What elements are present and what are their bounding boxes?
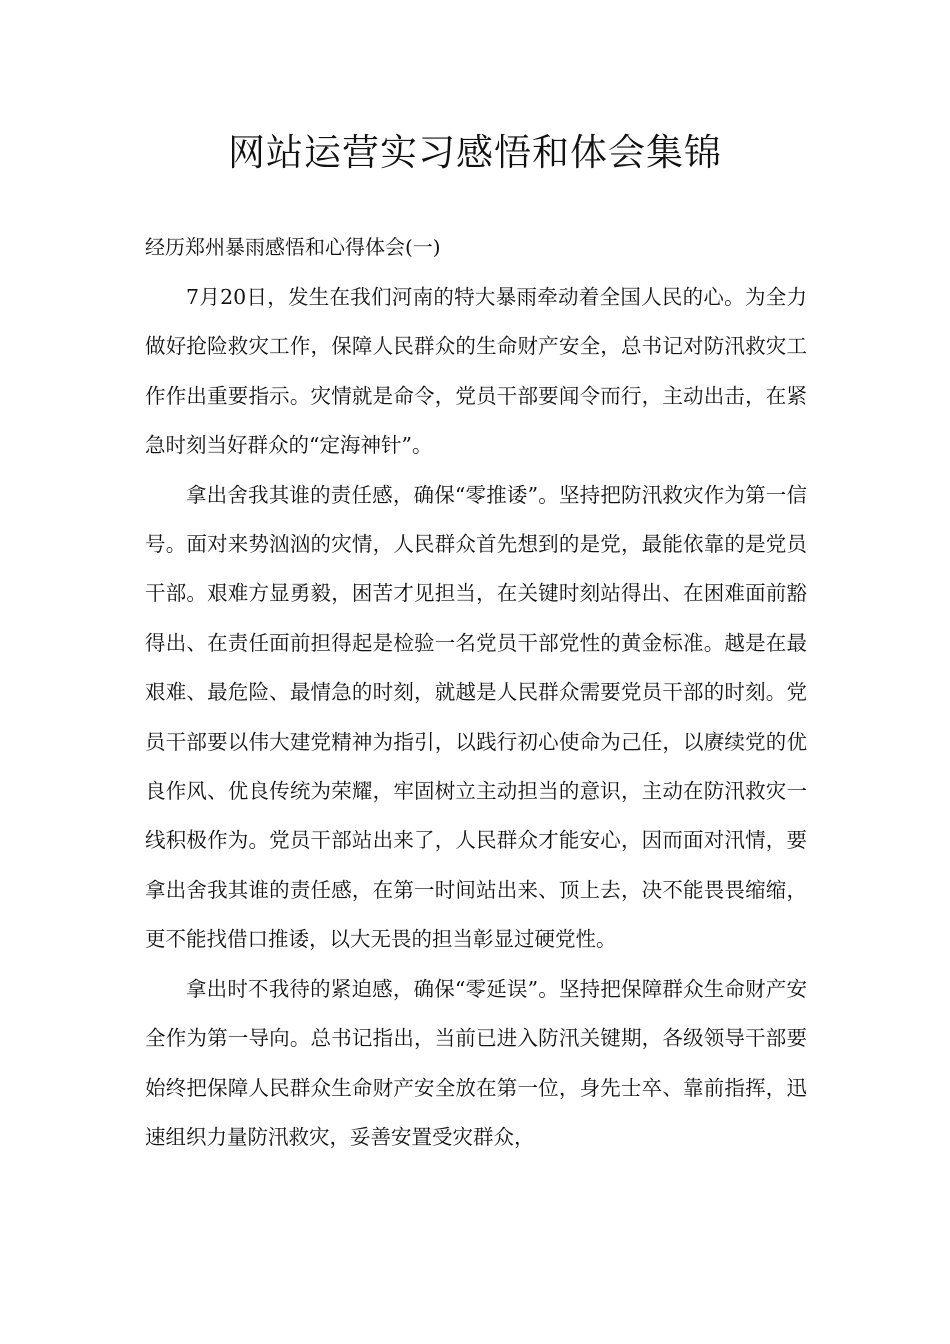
section-heading: 经历郑州暴雨感悟和心得体会(一)	[145, 235, 441, 259]
document-body	[145, 232, 807, 1162]
paragraph-3: 拿出时不我待的紧迫感，确保“零延误”。坚持把保障群众生命财产安全作为第一导向。总书记指出，当前已进入防汛关键期，各级领导干部要始终把保障人民群众生命财产安全放在第一位，身先士卒、靠前指挥，迅速组织力量防汛救灾，妥善安置受灾群众，	[145, 976, 807, 1149]
document-title: 网站运营实习感悟和体会集锦	[228, 131, 722, 174]
paragraph-2: 拿出舍我其谁的责任感，确保“零推诿”。坚持把防汛救灾作为第一信号。面对来势汹汹的灾情，人民群众首先想到的是党，最能依靠的是党员干部。艰难方显勇毅，困苦才见担当，在关键时刻站得出、在困难面前豁得出、在责任面前担得起是检验一名党员干部党性的黄金标准。越是在最艰难、最危险、最情急的时刻，就越是人民群众需要党员干部的时刻。党员干部要以伟大建党精神为指引，以践行初心使命为己任，以赓续党的优良作风、优良传统为荣耀，牢固树立主动担当的意识，主动在防汛救灾一线积极作为。党员干部站出来了，人民群众才能安心，因而面对汛情，要拿出舍我其谁的责任感，在第一时间站出来、顶上去，决不能畏畏缩缩，更不能找借口推诿，以大无畏的担当彰显过硬党性。	[145, 482, 807, 952]
paragraph-1: 7月20日，发生在我们河南的特大暴雨牵动着全国人民的心。为全力做好抢险救灾工作，保障人民群众的生命财产安全，总书记对防汛救灾工作作出重要指示。灾情就是命令，党员干部要闻令而行，主动出击，在紧急时刻当好群众的“定海神针”。	[145, 285, 807, 458]
